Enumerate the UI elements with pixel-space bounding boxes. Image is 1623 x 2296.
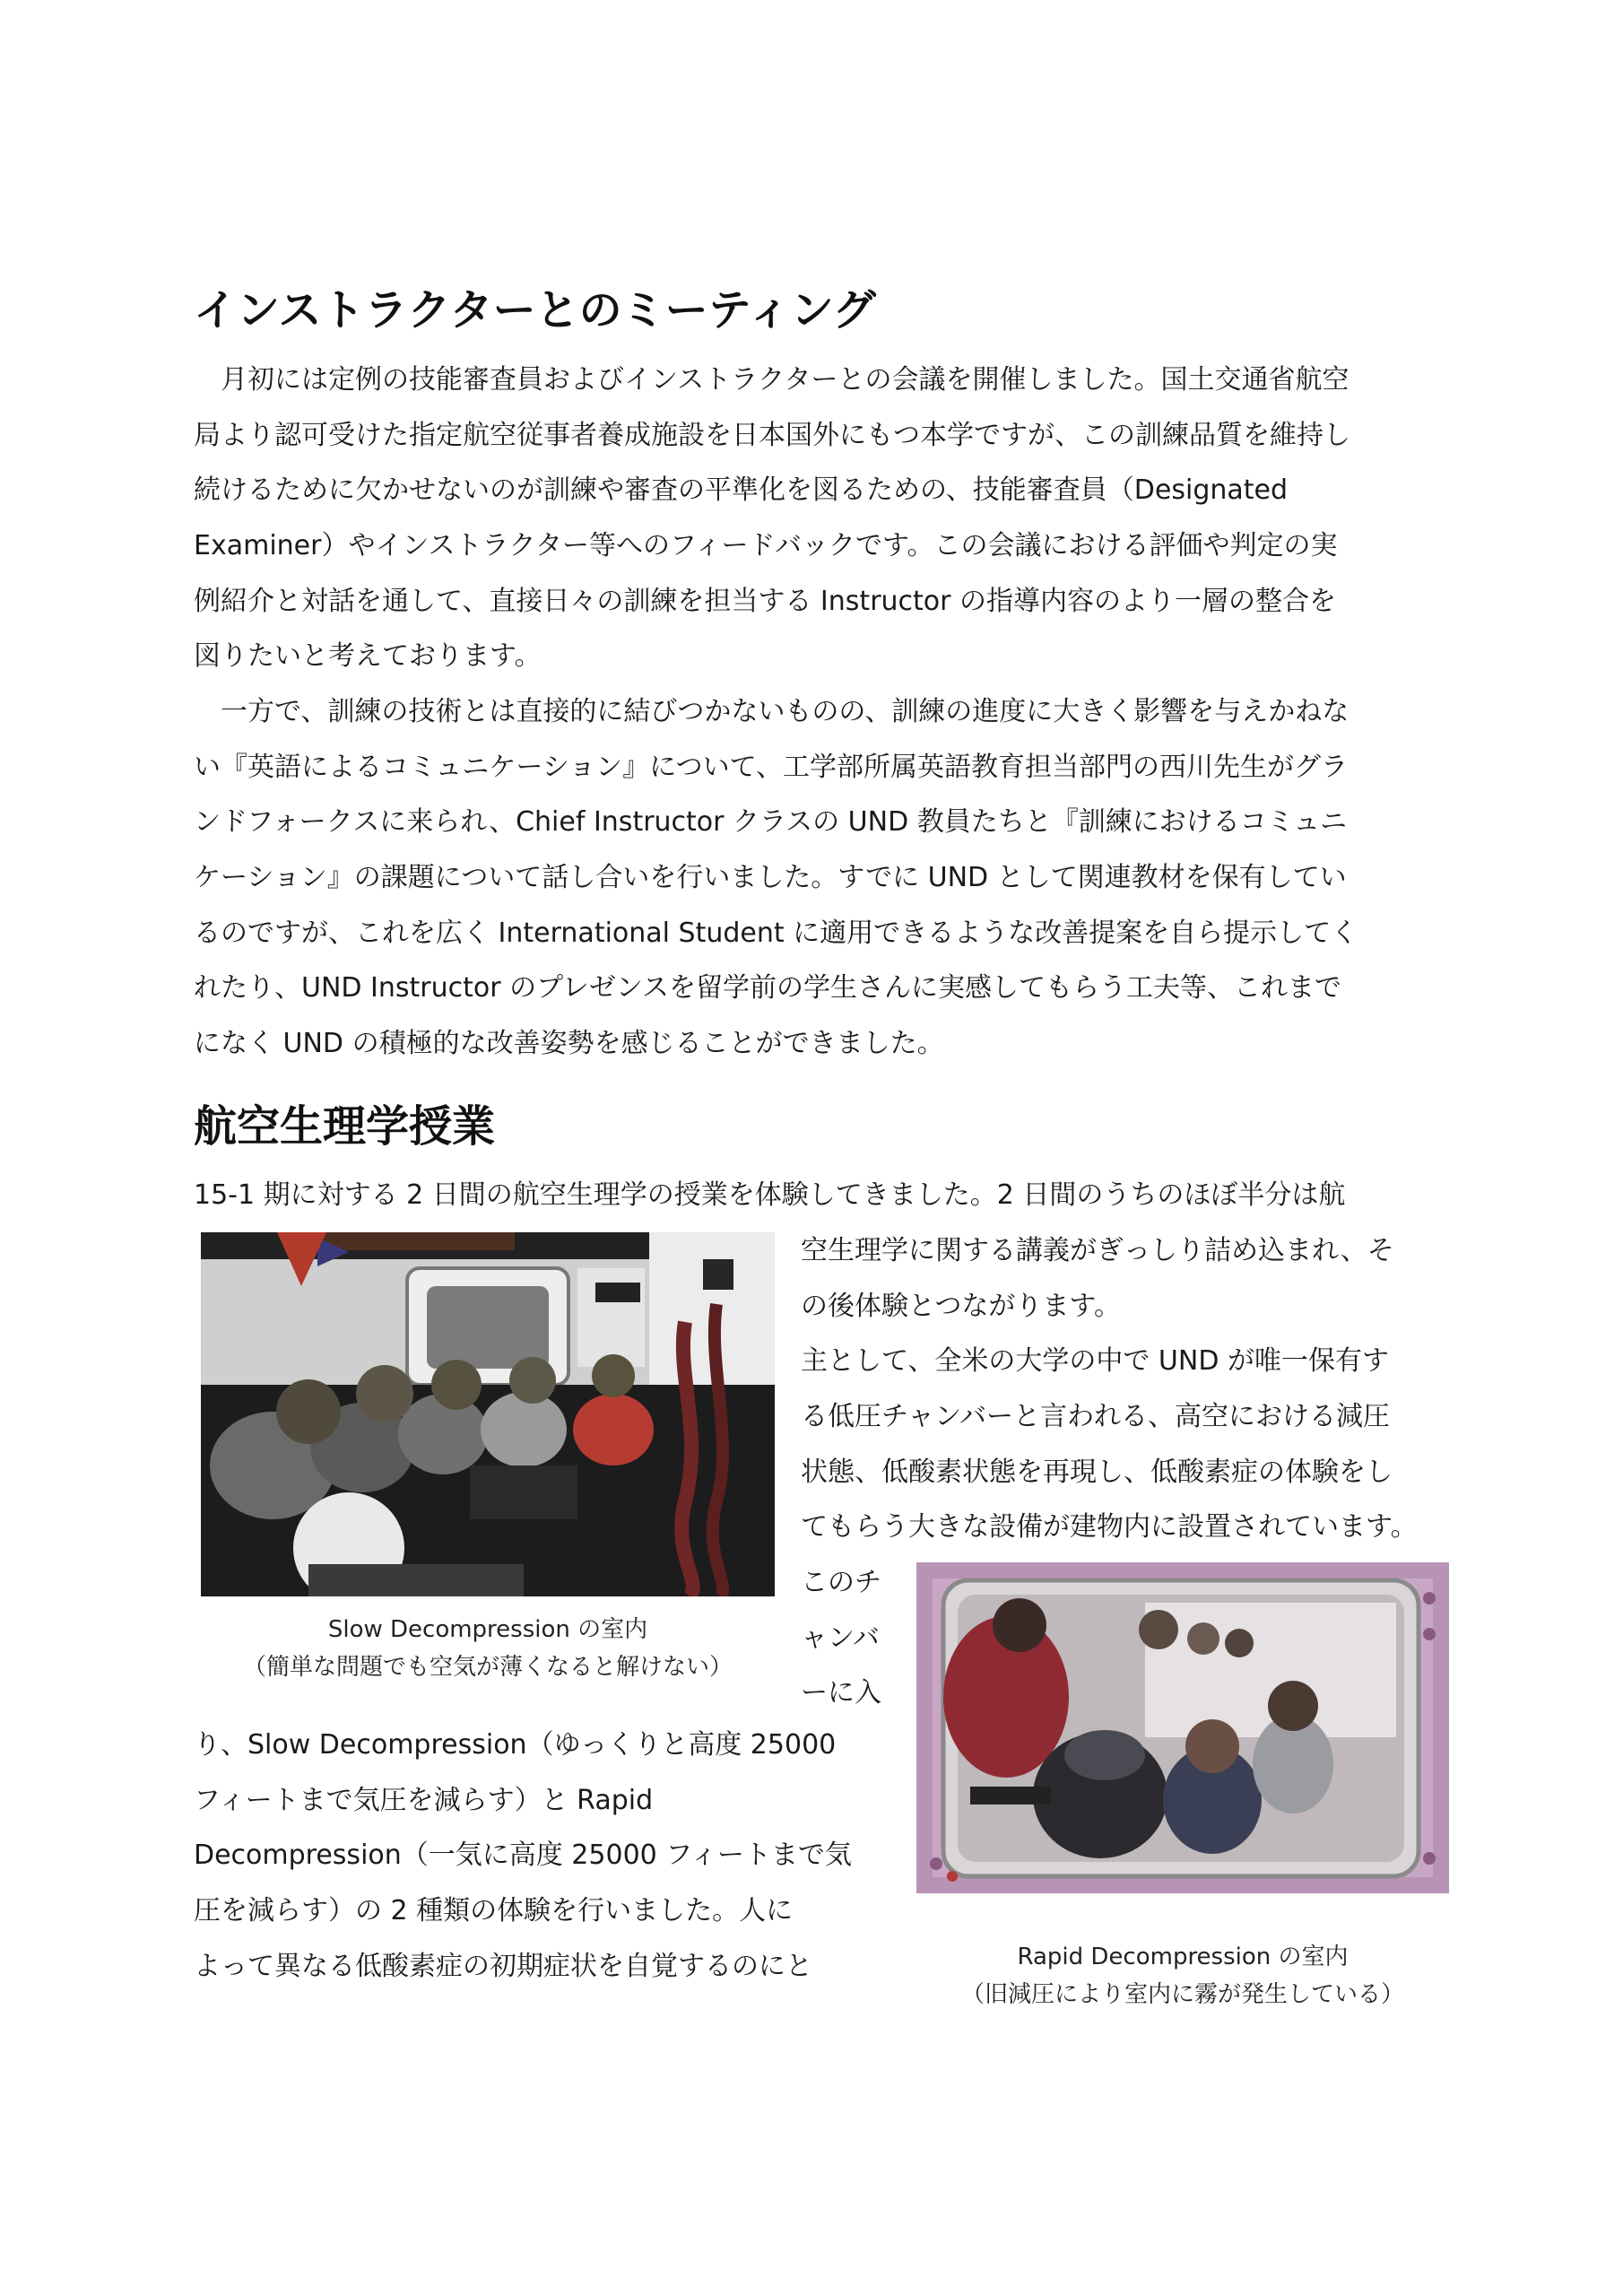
text-line: 15-1 期に対する 2 日間の航空生理学の授業を体験してきました。2 日間のうちのほぼ半分は航 (194, 1179, 1346, 1211)
text-line: ンドフォークスに来られ、Chief Instructor クラスの UND 教員たちと『訓練におけるコミュニ (194, 806, 1348, 839)
text-line: 図りたいと考えております。 (194, 640, 542, 673)
text-line: 例紹介と対話を通して、直接日々の訓練を担当する Instructor の指導内容のより一層の整合を (194, 585, 1337, 617)
section-heading-meeting: インストラクターとのミーティング (194, 285, 876, 335)
figure-caption-slow (201, 1611, 775, 1686)
paragraph-physiology-right-column (801, 1223, 1418, 1555)
text-line: れたり、UND Instructor のプレゼンスを留学前の学生さんに実感してもらう工夫等、これまで (194, 972, 1342, 1004)
text-line: の後体験とつながります。 (801, 1290, 1121, 1322)
section-heading-physiology: 航空生理学授業 (194, 1101, 496, 1152)
text-line: 一方で、訓練の技術とは直接的に結びつかないものの、訓練の進度に大きく影響を与えかねな (194, 696, 1350, 727)
paragraph-meeting-2 (194, 684, 1358, 1072)
text-line: フィートまで気圧を減らす）と Rapid (194, 1784, 654, 1816)
slow-decompression-chamber-photo (201, 1232, 775, 1596)
text-line: 空生理学に関する講義がぎっしり詰め込まれ、そ (801, 1235, 1394, 1266)
paragraph-meeting-1 (194, 352, 1350, 684)
text-line: る低圧チャンバーと言われる、高空における減圧 (801, 1401, 1390, 1433)
caption-title: Slow Decompression の室内 (327, 1616, 648, 1643)
caption-subtitle: （簡単な問題でも空気が薄くなると解けない） (242, 1654, 733, 1681)
paragraph-physiology-bottom (194, 1718, 852, 1994)
paragraph-physiology-middle-column (801, 1555, 881, 1721)
text-line: てもらう大きな設備が建物内に設置されています。 (801, 1511, 1418, 1544)
figure-caption-rapid (916, 1938, 1449, 2013)
text-line: ケーション』の課題について話し合いを行いました。すでに UND として関連教材を保有してい (194, 862, 1347, 894)
text-line: 続けるために欠かせないのが訓練や審査の平準化を図るための、技能審査員（Designated (194, 474, 1289, 507)
text-line: 圧を減らす）の 2 種類の体験を行いました。人に (194, 1895, 794, 1927)
paragraph-physiology-intro (194, 1168, 1345, 1223)
text-line: Examiner）やインストラクター等へのフィードバックです。この会議における評価や判定の実 (194, 530, 1338, 562)
text-line: 局より認可受けた指定航空従事者養成施設を日本国外にもつ本学ですが、この訓練品質を維持し (194, 419, 1350, 451)
text-line: ーに入 (801, 1677, 881, 1709)
text-line: ャンバ (801, 1622, 880, 1654)
caption-title: Rapid Decompression の室内 (1017, 1944, 1349, 1970)
text-line: 月初には定例の技能審査員およびインストラクターとの会議を開催しました。国土交通省航空 (194, 364, 1350, 396)
text-line: い『英語によるコミュニケーション』について、工学部所属英語教育担当部門の西川先生がグラ (194, 751, 1348, 783)
text-line: 主として、全米の大学の中で UND が唯一保有す (801, 1345, 1389, 1378)
text-line: Decompression（一気に高度 25000 フィートまで気 (194, 1839, 852, 1872)
text-line: り、Slow Decompression（ゆっくりと高度 25000 (194, 1729, 837, 1761)
caption-subtitle: （旧減圧により室内に霧が発生している） (960, 1981, 1404, 2008)
text-line: よって異なる低酸素症の初期症状を自覚するのにと (194, 1950, 812, 1982)
text-line: になく UND の積極的な改善姿勢を感じることができました。 (194, 1028, 944, 1060)
text-line: 状態、低酸素状態を再現し、低酸素症の体験をし (801, 1456, 1393, 1488)
text-line: このチ (801, 1567, 881, 1598)
rapid-decompression-chamber-photo (916, 1562, 1449, 1893)
text-line: るのですが、これを広く International Student に適用できるような改善提案を自ら提示してく (194, 917, 1358, 949)
